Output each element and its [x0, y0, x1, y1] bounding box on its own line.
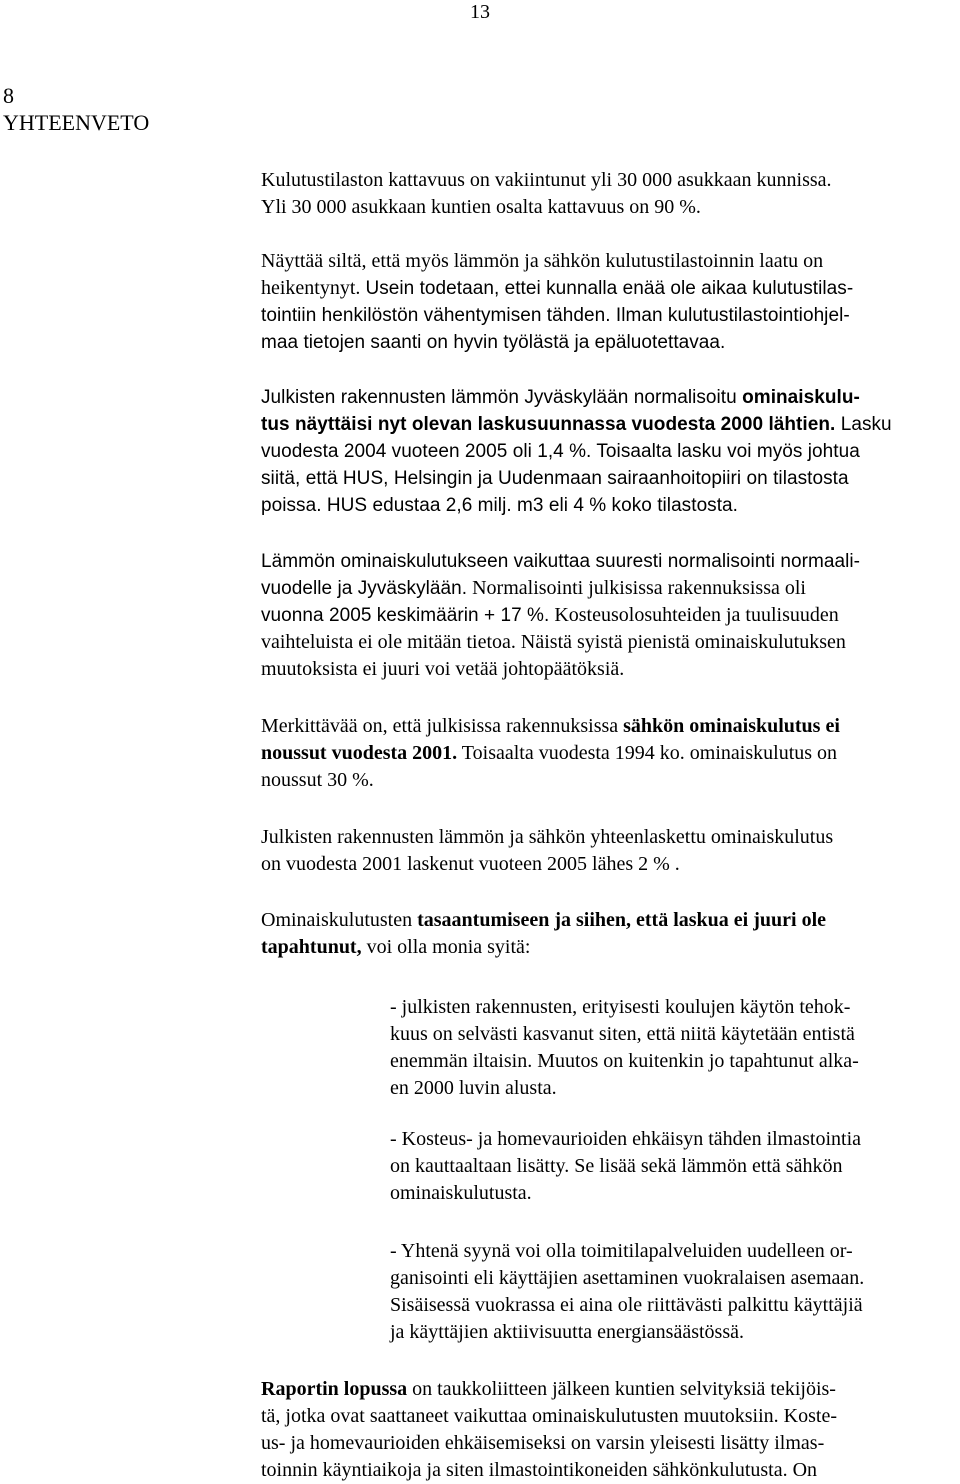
text-span: vuodelle ja Jyväskylään.: [261, 578, 468, 599]
paragraph-quality: [261, 248, 960, 356]
list-item: [390, 1126, 960, 1207]
text-line: maa tietojen saanti on hyvin työlästä ja epäluotettavaa.: [261, 332, 726, 353]
text-span: voi olla monia syitä:: [361, 936, 531, 958]
text-line: ganisointi eli käyttäjien asettaminen vuokralaisen asemaan.: [390, 1267, 865, 1289]
text-line: [261, 384, 960, 411]
text-line: [261, 602, 960, 629]
text-line: [261, 575, 960, 602]
text-line: [261, 1376, 960, 1403]
text-span-bold: tus näyttäisi nyt olevan laskusuunnassa vuodesta 2000 lähtien.: [261, 414, 836, 435]
text-span: Ilman kulutustilastointiohjel-: [610, 305, 850, 326]
text-line: noussut 30 %.: [261, 769, 374, 791]
list-item: [390, 994, 960, 1102]
text-line: [261, 275, 960, 302]
text-span: vaihteluista ei ole mitään tietoa.: [261, 631, 516, 653]
text-line: Lämmön ominaiskulutukseen vaikuttaa suuresti normalisointi normaali-: [261, 551, 861, 572]
list-item: [390, 1238, 960, 1346]
text-span: heikentynyt.: [261, 277, 366, 299]
text-line: Kulutustilaston kattavuus on vakiintunut yli 30 000 asukkaan kunnissa.: [261, 169, 832, 191]
text-line: - Kosteus- ja homevaurioiden ehkäisyn tähden ilmastointia: [390, 1128, 861, 1150]
text-span: Merkittävää on, että julkisissa rakennuksissa: [261, 715, 624, 737]
text-line: toinnin käyntiaikoja ja siten ilmastointikoneiden sähkönkulutusta. On: [261, 1459, 818, 1481]
text-line: on vuodesta 2001 laskenut vuoteen 2005 lähes 2 % .: [261, 853, 680, 875]
text-line: [261, 713, 960, 740]
text-line: - Yhtenä syynä voi olla toimitilapalveluiden uudelleen or-: [390, 1240, 853, 1262]
text-line: Näyttää siltä, että myös lämmön ja sähkön kulutustilastoinnin laatu on: [261, 250, 824, 272]
paragraph-combined: [261, 824, 960, 878]
text-line: [261, 411, 960, 438]
text-span: Se lisää sekä lämmön että sähkön: [569, 1155, 843, 1177]
text-span-bold: tapahtunut,: [261, 936, 362, 958]
text-line: [261, 302, 960, 329]
text-span: Toisaalta lasku voi myös johtua: [591, 441, 860, 462]
text-line: muutoksista ei juuri voi vetää johtopäätöksiä.: [261, 658, 625, 680]
text-span: Ominaiskulutusten: [261, 909, 418, 931]
text-line: Julkisten rakennusten lämmön ja sähkön yhteenlaskettu ominaiskulutus: [261, 826, 834, 848]
text-line: ominaiskulutusta.: [390, 1182, 532, 1204]
text-line: - julkisten rakennusten, erityisesti koulujen käytön tehok-: [390, 996, 851, 1018]
text-span: vuonna 2005 keskimäärin + 17 %.: [261, 605, 550, 626]
text-line: us- ja homevaurioiden ehkäisemiseksi on varsin yleisesti lisätty ilmas-: [261, 1432, 825, 1454]
text-line: [390, 1048, 960, 1075]
section-title: YHTEENVETO: [3, 110, 150, 135]
text-line: [261, 740, 960, 767]
text-span: Kosteusolosuhteiden ja tuulisuuden: [549, 604, 839, 626]
text-span: Julkisten rakennusten lämmön Jyväskylään normalisoitu: [261, 387, 743, 408]
text-span: on kauttaaltaan lisätty.: [390, 1155, 570, 1177]
text-line: ja käyttäjien aktiivisuutta energiansäästössä.: [390, 1321, 744, 1343]
text-span-bold: sähkön ominaiskulutus ei: [623, 715, 840, 737]
paragraph-normalisation: [261, 548, 960, 683]
text-line: [261, 438, 960, 465]
text-span: enemmän iltaisin.: [390, 1050, 533, 1072]
text-span: on taukkoliitteen jälkeen kuntien selvityksiä tekijöis-: [407, 1378, 836, 1400]
paragraph-report-end: [261, 1376, 960, 1484]
text-span-bold: ominaiskulu-: [742, 387, 860, 408]
text-line: [261, 907, 960, 934]
text-span: Lasku: [835, 414, 892, 435]
paragraph-electricity: [261, 713, 960, 794]
text-span: Toisaalta vuodesta 1994 ko. ominaiskulutus on: [457, 742, 838, 764]
text-span-bold: noussut vuodesta 2001.: [261, 742, 458, 764]
text-line: tä, jotka ovat saattaneet vaikuttaa ominaiskulutusten muutoksiin. Koste-: [261, 1405, 837, 1427]
text-line: kuus on selvästi kasvanut siten, että niitä käytetään entistä: [390, 1023, 855, 1045]
text-span-bold: tasaantumiseen ja siihen, että laskua ei juuri ole: [417, 909, 827, 931]
text-span: Näistä syistä pienistä ominaiskulutuksen: [515, 631, 846, 653]
text-span: tointiin henkilöstön vähentymisen tähden.: [261, 305, 611, 326]
text-line: [261, 629, 960, 656]
text-line: [390, 1153, 960, 1180]
paragraph-reasons: [261, 907, 960, 961]
text-line: siitä, että HUS, Helsingin ja Uudenmaan sairaanhoitopiiri on tilastosta: [261, 468, 849, 489]
text-span-bold: Raportin lopussa: [261, 1378, 408, 1400]
paragraph-heat-consumption: [261, 384, 960, 519]
text-span: Muutos on kuitenkin jo tapahtunut alka-: [532, 1050, 859, 1072]
text-line: en 2000 luvin alusta.: [390, 1077, 557, 1099]
text-line: Sisäisessä vuokrassa ei aina ole riittävästi palkittu käyttäjiä: [390, 1294, 863, 1316]
text-span: vuodesta 2004 vuoteen 2005 oli 1,4 %.: [261, 441, 592, 462]
paragraph-coverage: [261, 167, 960, 221]
text-line: poissa. HUS edustaa 2,6 milj. m3 eli 4 % koko tilastosta.: [261, 495, 739, 516]
text-span: Usein todetaan, ettei kunnalla enää ole aikaa kulutustilas-: [365, 278, 854, 299]
page-number: 13: [470, 1, 490, 23]
text-line: [261, 934, 960, 961]
text-span: Normalisointi julkisissa rakennuksissa oli: [467, 577, 806, 599]
section-number: 8: [3, 83, 14, 108]
text-line: Yli 30 000 asukkaan kuntien osalta kattavuus on 90 %.: [261, 196, 701, 218]
